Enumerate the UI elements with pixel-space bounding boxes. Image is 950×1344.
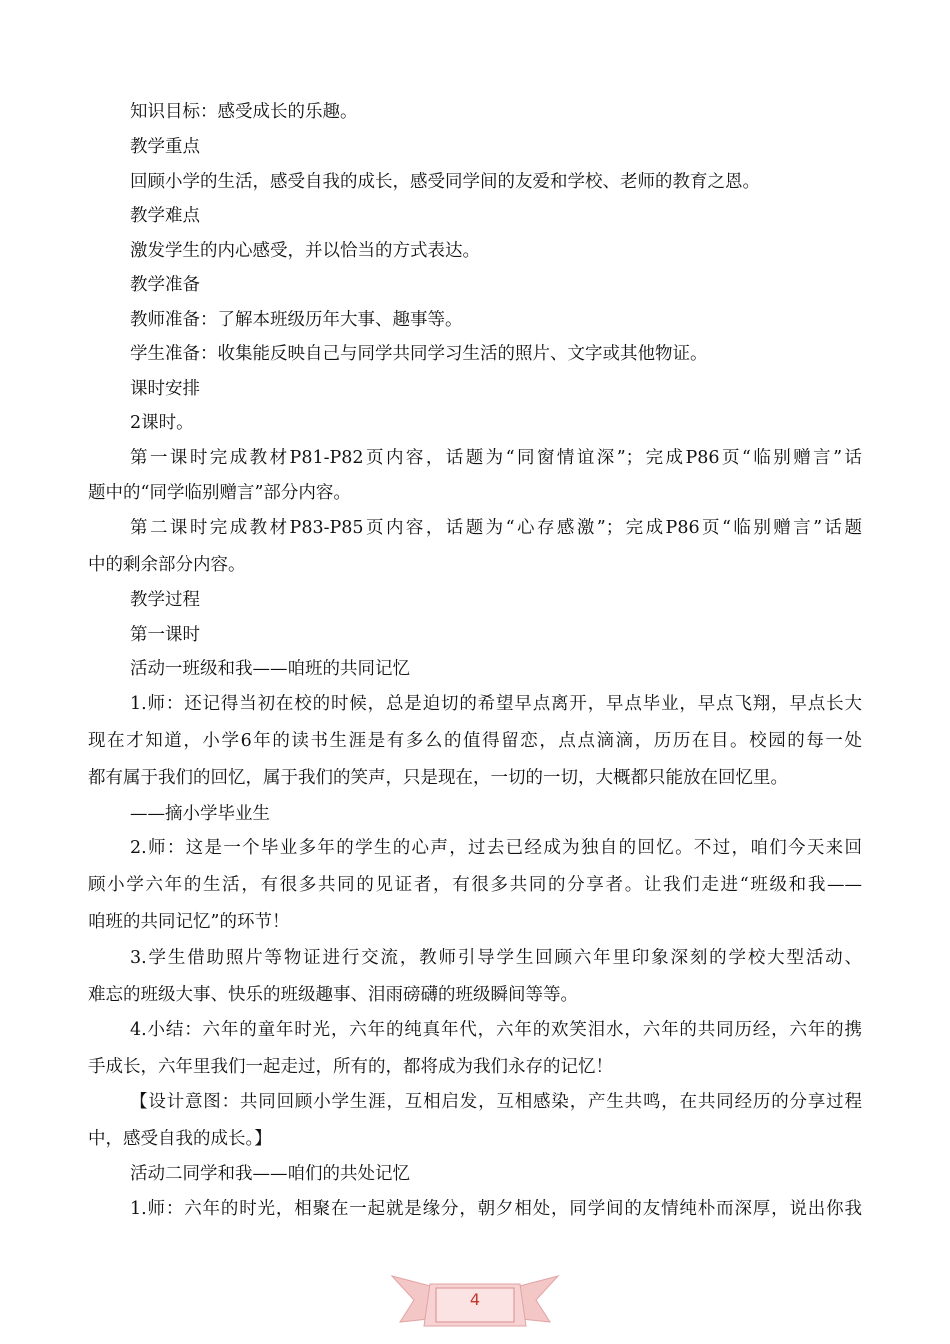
- text-line: 1.师：六年的时光，相聚在一起就是缘分，朝夕相处，同学间的友情纯朴而深厚，说出你我: [130, 1199, 862, 1219]
- page-number-ribbon: [390, 1270, 560, 1340]
- activity-heading: 活动一班级和我——咱班的共同记忆: [130, 659, 410, 679]
- text-line: 手成长，六年里我们一起走过，所有的，都将成为我们永存的记忆！: [88, 1057, 613, 1077]
- text-line: 顾小学六年的生活，有很多共同的见证者，有很多共同的分享者。让我们走进“班级和我——: [88, 875, 862, 895]
- text-line: 4.小结：六年的童年时光，六年的纯真年代，六年的欢笑泪水，六年的共同历经，六年的携: [130, 1020, 862, 1040]
- text-line: 咱班的共同记忆”的环节！: [88, 912, 290, 932]
- text-line: 3.学生借助照片等物证进行交流，教师引导学生回顾六年里印象深刻的学校大型活动、: [130, 948, 862, 968]
- page-number: 4: [469, 1290, 481, 1309]
- text-line: 学生准备：收集能反映自己与同学共同学习生活的照片、文字或其他物证。: [130, 344, 708, 364]
- text-line: 教师准备：了解本班级历年大事、趣事等。: [130, 310, 463, 330]
- text-line: 题中的“同学临别赠言”部分内容。: [88, 483, 351, 503]
- text-line: 第一课时完成教材P81-P82页内容，话题为“同窗情谊深”；完成P86页“临别赠言”话: [130, 448, 862, 468]
- text-line: 2课时。: [130, 413, 194, 433]
- text-line: 2.师：这是一个毕业多年的学生的心声，过去已经成为独自的回忆。不过，咱们今天来回: [130, 838, 862, 858]
- text-line: 第二课时完成教材P83-P85页内容，话题为“心存感激”；完成P86页“临别赠言”话题: [130, 518, 862, 538]
- text-line: 1.师：还记得当初在校的时候，总是迫切的希望早点离开，早点毕业，早点飞翔，早点长大: [130, 694, 862, 714]
- text-line: 中的剩余部分内容。: [88, 555, 246, 575]
- section-heading: 教学过程: [130, 590, 200, 610]
- activity-heading: 活动二同学和我——咱们的共处记忆: [130, 1164, 410, 1184]
- text-line: 现在才知道，小学6年的读书生涯是有多么的值得留恋，点点滴滴，历历在目。校园的每一处: [88, 731, 862, 751]
- section-heading: 教学准备: [130, 275, 200, 295]
- text-line: 知识目标：感受成长的乐趣。: [130, 102, 358, 122]
- quote-attribution: ——摘小学毕业生: [130, 804, 270, 824]
- design-intent: 中，感受自我的成长。】: [88, 1129, 272, 1149]
- section-heading: 第一课时: [130, 625, 200, 645]
- text-line: 激发学生的内心感受，并以恰当的方式表达。: [130, 241, 480, 261]
- text-line: 回顾小学的生活，感受自我的成长，感受同学间的友爱和学校、老师的教育之恩。: [130, 172, 760, 192]
- text-line: 都有属于我们的回忆，属于我们的笑声，只是现在，一切的一切，大概都只能放在回忆里。: [88, 768, 788, 788]
- design-intent: 【设计意图：共同回顾小学生涯，互相启发，互相感染，产生共鸣，在共同经历的分享过程: [130, 1092, 862, 1112]
- section-heading: 教学难点: [130, 206, 200, 226]
- text-line: 难忘的班级大事、快乐的班级趣事、泪雨磅礴的班级瞬间等等。: [88, 985, 578, 1005]
- section-heading: 教学重点: [130, 137, 200, 157]
- section-heading: 课时安排: [130, 379, 200, 399]
